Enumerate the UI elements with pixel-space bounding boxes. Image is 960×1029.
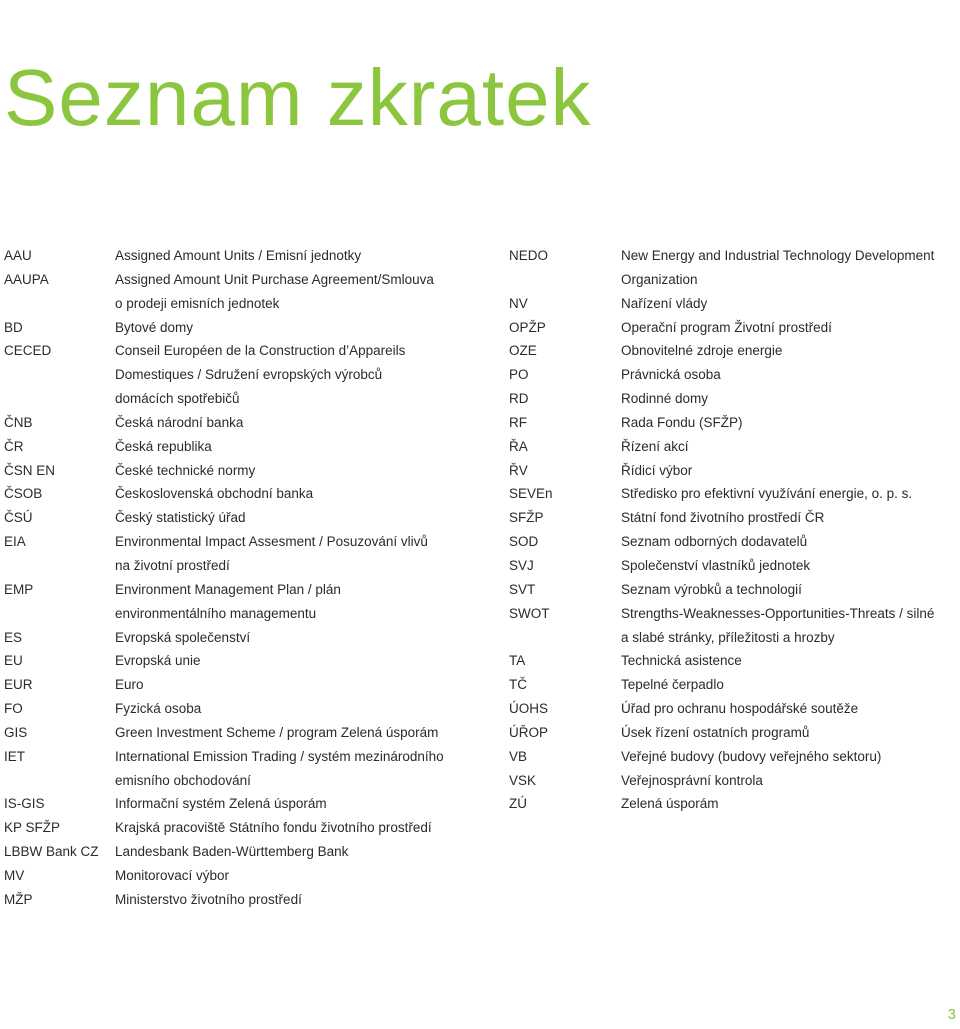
- abbreviation-row: [509, 792, 959, 816]
- abbreviation-row: [4, 268, 494, 292]
- abbreviation-definition: Právnická osoba: [621, 367, 721, 383]
- abbreviation-row: [4, 316, 494, 340]
- abbreviation-row: [4, 411, 494, 435]
- abbreviation-term: [509, 268, 621, 292]
- abbreviation-definition: Seznam odborných dodavatelů: [621, 534, 808, 550]
- abbreviation-definition: Conseil Européen de la Construction d’Appareils: [115, 343, 406, 359]
- abbreviation-term: OZE: [509, 343, 537, 359]
- abbreviation-definition: domácích spotřebičů: [115, 391, 240, 407]
- abbreviation-row: [509, 626, 959, 650]
- abbreviation-definition: o prodeji emisních jednotek: [115, 295, 280, 311]
- abbreviation-definition: Monitorovací výbor: [115, 867, 230, 883]
- abbreviation-definition: Krajská pracoviště Státního fondu životního prostředí: [115, 820, 432, 836]
- abbreviation-definition: Bytové domy: [115, 319, 194, 335]
- abbreviation-definition: Zelená úsporám: [621, 796, 719, 812]
- abbreviation-row: [509, 554, 959, 578]
- abbreviation-row: [509, 482, 959, 506]
- abbreviation-definition: Společenství vlastníků jednotek: [621, 557, 811, 573]
- abbreviation-term: GIS: [4, 724, 28, 740]
- abbreviation-definition: Řídicí výbor: [621, 462, 693, 478]
- abbreviation-definition: Obnovitelné zdroje energie: [621, 343, 783, 359]
- abbreviation-term: VB: [509, 748, 528, 764]
- abbreviation-row: [509, 459, 959, 483]
- abbreviation-row: [4, 721, 494, 745]
- abbreviation-term: RD: [509, 391, 529, 407]
- abbreviation-row: [4, 792, 494, 816]
- abbreviation-row: [509, 673, 959, 697]
- abbreviation-row: [4, 626, 494, 650]
- abbreviation-term: ŘV: [509, 462, 528, 478]
- abbreviation-row: [509, 530, 959, 554]
- abbreviation-term: [4, 292, 115, 316]
- abbreviation-row: [4, 673, 494, 697]
- abbreviation-definition: Rada Fondu (SFŽP): [621, 414, 743, 430]
- abbreviation-row: [4, 339, 494, 363]
- abbreviation-term: VSK: [509, 772, 537, 788]
- abbreviation-term: [4, 387, 115, 411]
- abbreviation-row: [4, 840, 494, 864]
- abbreviation-term: ZÚ: [509, 796, 527, 812]
- abbreviation-row: [4, 745, 494, 769]
- abbreviation-term: PO: [509, 367, 529, 383]
- abbreviation-term: EU: [4, 653, 23, 669]
- abbreviation-definition: Strengths-Weaknesses-Opportunities-Threats / silné: [621, 605, 935, 621]
- abbreviation-row: [509, 506, 959, 530]
- abbreviation-row: [4, 244, 494, 268]
- abbreviation-term: RF: [509, 414, 527, 430]
- abbreviation-row: [4, 697, 494, 721]
- abbreviation-definition: Evropská unie: [115, 653, 201, 669]
- abbreviation-definition: International Emission Trading / systém mezinárodního: [115, 748, 444, 764]
- abbreviation-row: [4, 769, 494, 793]
- abbreviation-definition: Česká republika: [115, 438, 212, 454]
- abbreviation-term: [4, 602, 115, 626]
- abbreviation-term: SVJ: [509, 557, 534, 573]
- abbreviation-term: TČ: [509, 677, 527, 693]
- abbreviation-term: BD: [4, 319, 23, 335]
- abbreviation-row: [4, 578, 494, 602]
- abbreviation-definition: Informační systém Zelená úsporám: [115, 796, 327, 812]
- abbreviation-definition: Fyzická osoba: [115, 701, 202, 717]
- abbreviation-term: ÚOHS: [509, 701, 549, 717]
- abbreviation-term: ČNB: [4, 414, 33, 430]
- abbreviation-term: AAUPA: [4, 271, 49, 287]
- abbreviation-row: [4, 387, 494, 411]
- abbreviation-term: SFŽP: [509, 510, 544, 526]
- abbreviation-definition: Středisko pro efektivní využívání energie, o. p. s.: [621, 486, 913, 502]
- abbreviation-row: [509, 339, 959, 363]
- abbreviation-term: FO: [4, 701, 23, 717]
- abbreviation-term: EIA: [4, 534, 26, 550]
- abbreviation-definition: Environmental Impact Assesment / Posuzování vlivů: [115, 534, 428, 550]
- abbreviation-definition: Veřejné budovy (budovy veřejného sektoru): [621, 748, 882, 764]
- abbreviation-term: KP SFŽP: [4, 820, 61, 836]
- abbreviation-term: AAU: [4, 248, 32, 263]
- abbreviation-term: MŽP: [4, 891, 33, 907]
- abbreviation-term: [4, 769, 115, 793]
- abbreviation-definition: na životní prostředí: [115, 557, 230, 573]
- abbreviation-row: [4, 602, 494, 626]
- abbreviation-row: [509, 387, 959, 411]
- abbreviation-definition: Domestiques / Sdružení evropských výrobců: [115, 367, 383, 383]
- abbreviation-term: IS-GIS: [4, 796, 45, 812]
- abbreviation-row: [4, 649, 494, 673]
- abbreviation-definition: České technické normy: [115, 462, 256, 478]
- page-number: 3: [947, 1006, 956, 1023]
- abbreviation-row: [4, 363, 494, 387]
- abbreviation-definition: Organization: [621, 271, 698, 287]
- abbreviation-definition: Environment Management Plan / plán: [115, 581, 341, 597]
- abbreviation-term: ŘA: [509, 438, 528, 454]
- abbreviation-row: [509, 411, 959, 435]
- abbreviation-term: IET: [4, 748, 26, 764]
- abbreviation-definition: Veřejnosprávní kontrola: [621, 772, 763, 788]
- abbreviation-list-right: [509, 244, 959, 816]
- abbreviation-term: EMP: [4, 581, 34, 597]
- page-title: Seznam zkratek: [4, 52, 592, 142]
- abbreviation-definition: Úsek řízení ostatních programů: [621, 724, 810, 740]
- abbreviation-definition: Ministerstvo životního prostředí: [115, 891, 302, 907]
- abbreviation-definition: Euro: [115, 677, 144, 693]
- abbreviation-definition: Seznam výrobků a technologií: [621, 581, 802, 597]
- abbreviation-row: [509, 745, 959, 769]
- abbreviation-term: [4, 363, 115, 387]
- abbreviation-definition: Česká národní banka: [115, 414, 244, 430]
- abbreviation-row: [509, 578, 959, 602]
- abbreviation-term: [4, 554, 115, 578]
- abbreviation-row: [4, 435, 494, 459]
- abbreviation-term: SWOT: [509, 605, 550, 621]
- abbreviation-term: EUR: [4, 677, 33, 693]
- abbreviation-term: ČSÚ: [4, 510, 33, 526]
- abbreviation-definition: Assigned Amount Unit Purchase Agreement/Smlouva: [115, 271, 434, 287]
- abbreviation-definition: Státní fond životního prostředí ČR: [621, 510, 825, 526]
- abbreviation-row: [509, 363, 959, 387]
- abbreviation-row: [509, 268, 959, 292]
- abbreviation-definition: Green Investment Scheme / program Zelená úsporám: [115, 724, 439, 740]
- abbreviation-list-left: [4, 244, 494, 912]
- abbreviation-term: LBBW Bank CZ: [4, 844, 99, 860]
- abbreviation-definition: New Energy and Industrial Technology Development: [621, 248, 935, 263]
- abbreviation-row: [509, 721, 959, 745]
- abbreviation-row: [509, 244, 959, 268]
- abbreviation-definition: Assigned Amount Units / Emisní jednotky: [115, 248, 362, 263]
- abbreviation-term: NEDO: [509, 248, 549, 263]
- abbreviation-row: [4, 554, 494, 578]
- abbreviation-term: MV: [4, 867, 25, 883]
- abbreviation-row: [4, 864, 494, 888]
- abbreviation-definition: Operační program Životní prostředí: [621, 319, 832, 335]
- abbreviation-term: ES: [4, 629, 23, 645]
- abbreviation-term: NV: [509, 295, 528, 311]
- abbreviation-row: [509, 316, 959, 340]
- abbreviation-term: ČR: [4, 438, 24, 454]
- abbreviation-term: SVT: [509, 581, 536, 597]
- abbreviation-row: [509, 769, 959, 793]
- abbreviation-row: [4, 506, 494, 530]
- abbreviation-row: [509, 435, 959, 459]
- abbreviation-row: [509, 292, 959, 316]
- abbreviation-definition: Československá obchodní banka: [115, 486, 314, 502]
- abbreviation-term: OPŽP: [509, 319, 546, 335]
- abbreviation-row: [4, 816, 494, 840]
- abbreviation-definition: a slabé stránky, příležitosti a hrozby: [621, 629, 835, 645]
- abbreviation-term: ČSOB: [4, 486, 43, 502]
- abbreviation-definition: Rodinné domy: [621, 391, 709, 407]
- abbreviation-row: [509, 649, 959, 673]
- abbreviation-term: [509, 626, 621, 650]
- abbreviation-definition: Tepelné čerpadlo: [621, 677, 724, 693]
- abbreviation-row: [4, 292, 494, 316]
- abbreviation-row: [4, 459, 494, 483]
- abbreviation-term: CECED: [4, 343, 52, 359]
- abbreviation-row: [4, 530, 494, 554]
- abbreviation-term: SEVEn: [509, 486, 553, 502]
- abbreviation-row: [4, 482, 494, 506]
- abbreviation-definition: environmentálního managementu: [115, 605, 317, 621]
- abbreviation-definition: Nařízení vlády: [621, 295, 708, 311]
- abbreviation-row: [509, 697, 959, 721]
- abbreviation-term: SOD: [509, 534, 539, 550]
- abbreviation-definition: Landesbank Baden-Württemberg Bank: [115, 844, 349, 860]
- abbreviation-term: TA: [509, 653, 526, 669]
- abbreviation-definition: Český statistický úřad: [115, 510, 246, 526]
- abbreviation-term: ÚŘOP: [509, 724, 549, 740]
- abbreviation-definition: Úřad pro ochranu hospodářské soutěže: [621, 701, 859, 717]
- abbreviation-row: [4, 888, 494, 912]
- abbreviation-definition: Řízení akcí: [621, 438, 689, 454]
- abbreviation-term: ČSN EN: [4, 462, 56, 478]
- abbreviation-definition: emisního obchodování: [115, 772, 251, 788]
- abbreviation-definition: Technická asistence: [621, 653, 742, 669]
- abbreviation-row: [509, 602, 959, 626]
- abbreviation-definition: Evropská společenství: [115, 629, 251, 645]
